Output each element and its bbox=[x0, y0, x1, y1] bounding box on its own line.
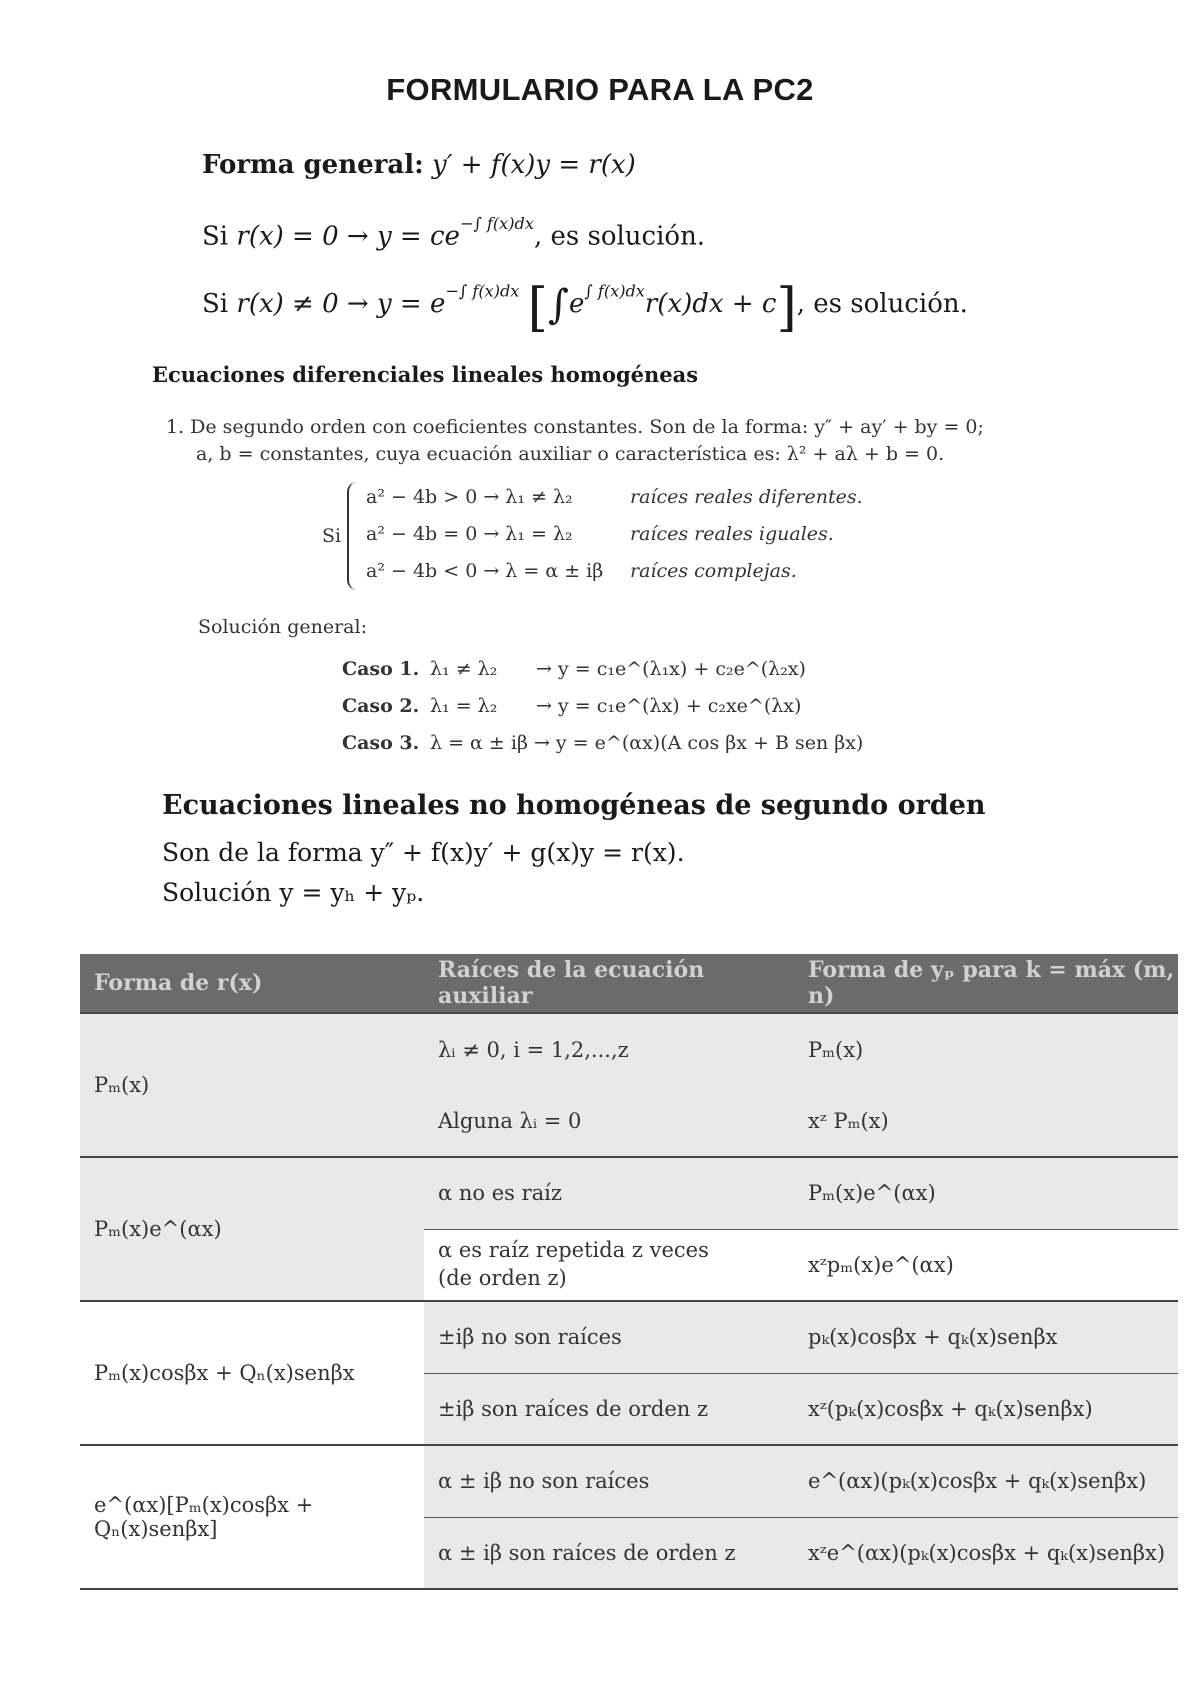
table-cell-yp: xᶻpₘ(x)e^(αx) bbox=[794, 1229, 1178, 1301]
table-cell-raices: ±iβ son raíces de orden z bbox=[424, 1373, 794, 1445]
table-cell-forma: Pₘ(x)cosβx + Qₙ(x)senβx bbox=[80, 1301, 424, 1445]
case-r-zero-exponent: −∫ f(x)dx bbox=[459, 214, 534, 233]
si-word: Si bbox=[202, 289, 229, 319]
case-r-zero-line bbox=[202, 214, 705, 251]
table-cell-yp: xᶻe^(αx)(pₖ(x)cosβx + qₖ(x)senβx) bbox=[794, 1517, 1178, 1589]
inner-integrand: r(x)dx + c bbox=[644, 289, 777, 319]
condition-note: raíces reales iguales. bbox=[630, 523, 834, 545]
table-cell-yp: pₖ(x)cosβx + qₖ(x)senβx bbox=[794, 1301, 1178, 1373]
particular-solution-table bbox=[80, 954, 1178, 1590]
table-row bbox=[80, 1013, 1178, 1085]
caso-label: Caso 2. bbox=[342, 695, 420, 717]
case-r-nonzero-exponent: −∫ f(x)dx bbox=[445, 281, 520, 301]
table-cell-yp: Pₘ(x) bbox=[794, 1013, 1178, 1085]
page-title: FORMULARIO PARA LA PC2 bbox=[386, 72, 814, 107]
forma-general-line bbox=[202, 150, 636, 180]
condition-eq: a² − 4b < 0 → λ = α ± iβ bbox=[366, 560, 604, 582]
table-cell-raices: ±iβ no son raíces bbox=[424, 1301, 794, 1373]
inner-exponent: ∫ f(x)dx bbox=[584, 281, 645, 301]
inner-e: e bbox=[568, 289, 585, 319]
caso-label: Caso 1. bbox=[342, 658, 420, 680]
header-raices: Raíces de la ecuación auxiliar bbox=[424, 954, 794, 1013]
forma-general-label: Forma general: bbox=[202, 150, 424, 180]
conditions-si: Si bbox=[322, 525, 342, 547]
condition-note: raíces reales diferentes. bbox=[630, 486, 863, 508]
condition-eq: a² − 4b > 0 → λ₁ ≠ λ₂ bbox=[366, 486, 573, 508]
nonhomogeneous-heading: Ecuaciones lineales no homogéneas de segundo orden bbox=[162, 790, 986, 821]
table-row bbox=[80, 1157, 1178, 1229]
table-cell-raices: α no es raíz bbox=[424, 1157, 794, 1229]
table-cell-forma: e^(αx)[Pₘ(x)cosβx + Qₙ(x)senβx] bbox=[80, 1445, 424, 1589]
table-row bbox=[80, 1445, 1178, 1517]
solucion-general-label: Solución general: bbox=[198, 616, 367, 638]
table-cell-raices: α es raíz repetida z veces (de orden z) bbox=[424, 1229, 794, 1301]
table-cell-raices: α ± iβ no son raíces bbox=[424, 1445, 794, 1517]
caso-condition: λ = α ± iβ → y = e^(αx)(A cos βx + B sen βx) bbox=[430, 732, 864, 754]
homogeneous-paragraph-2: a, b = constantes, cuya ecuación auxiliar o característica es: λ² + aλ + b = 0. bbox=[196, 443, 945, 465]
table-header-row bbox=[80, 954, 1178, 1013]
table-row bbox=[80, 1301, 1178, 1373]
table-cell-forma: Pₘ(x)e^(αx) bbox=[80, 1157, 424, 1301]
nonhomogeneous-form: Son de la forma y″ + f(x)y′ + g(x)y = r(x). bbox=[162, 838, 685, 867]
homogeneous-heading: Ecuaciones diferenciales lineales homogéneas bbox=[152, 362, 699, 387]
header-forma: Forma de r(x) bbox=[80, 954, 424, 1013]
header-yp: Forma de yₚ para k = máx (m, n) bbox=[794, 954, 1178, 1013]
integral-sign: ∫ bbox=[547, 281, 569, 329]
left-bracket: [ bbox=[527, 278, 548, 338]
condition-note: raíces complejas. bbox=[630, 560, 797, 582]
caso-label: Caso 3. bbox=[342, 732, 420, 754]
table-cell-raices: Alguna λᵢ = 0 bbox=[424, 1085, 794, 1157]
case-r-zero-tail: , es solución. bbox=[533, 221, 706, 252]
table-cell-yp: xᶻ(pₖ(x)cosβx + qₖ(x)senβx) bbox=[794, 1373, 1178, 1445]
right-bracket: ] bbox=[776, 278, 797, 338]
case-r-nonzero-line bbox=[202, 278, 968, 338]
table-cell-forma: Pₘ(x) bbox=[80, 1013, 424, 1157]
caso-solution: → y = c₁e^(λx) + c₂xe^(λx) bbox=[536, 695, 802, 717]
caso-solution: → y = c₁e^(λ₁x) + c₂e^(λ₂x) bbox=[536, 658, 806, 680]
left-brace bbox=[347, 482, 363, 590]
case-r-zero-formula: r(x) = 0 → y = ce bbox=[236, 221, 460, 252]
condition-eq: a² − 4b = 0 → λ₁ = λ₂ bbox=[366, 523, 573, 545]
homogeneous-paragraph-1: 1. De segundo orden con coeficientes constantes. Son de la forma: y″ + ay′ + by = 0; bbox=[166, 416, 984, 438]
caso-condition: λ₁ = λ₂ bbox=[430, 695, 498, 717]
si-word: Si bbox=[202, 221, 229, 252]
table-cell-yp: e^(αx)(pₖ(x)cosβx + qₖ(x)senβx) bbox=[794, 1445, 1178, 1517]
case-r-nonzero-tail: , es solución. bbox=[796, 289, 968, 319]
table-cell-yp: Pₘ(x)e^(αx) bbox=[794, 1157, 1178, 1229]
case-r-nonzero-formula: r(x) ≠ 0 → y = e bbox=[236, 289, 446, 319]
table-cell-raices: λᵢ ≠ 0, i = 1,2,...,z bbox=[424, 1013, 794, 1085]
caso-condition: λ₁ ≠ λ₂ bbox=[430, 658, 498, 680]
table-cell-yp: xᶻ Pₘ(x) bbox=[794, 1085, 1178, 1157]
nonhomogeneous-solution: Solución y = yₕ + yₚ. bbox=[162, 878, 425, 907]
table-cell-raices: α ± iβ son raíces de orden z bbox=[424, 1517, 794, 1589]
forma-general-equation: y′ + f(x)y = r(x) bbox=[431, 150, 636, 180]
